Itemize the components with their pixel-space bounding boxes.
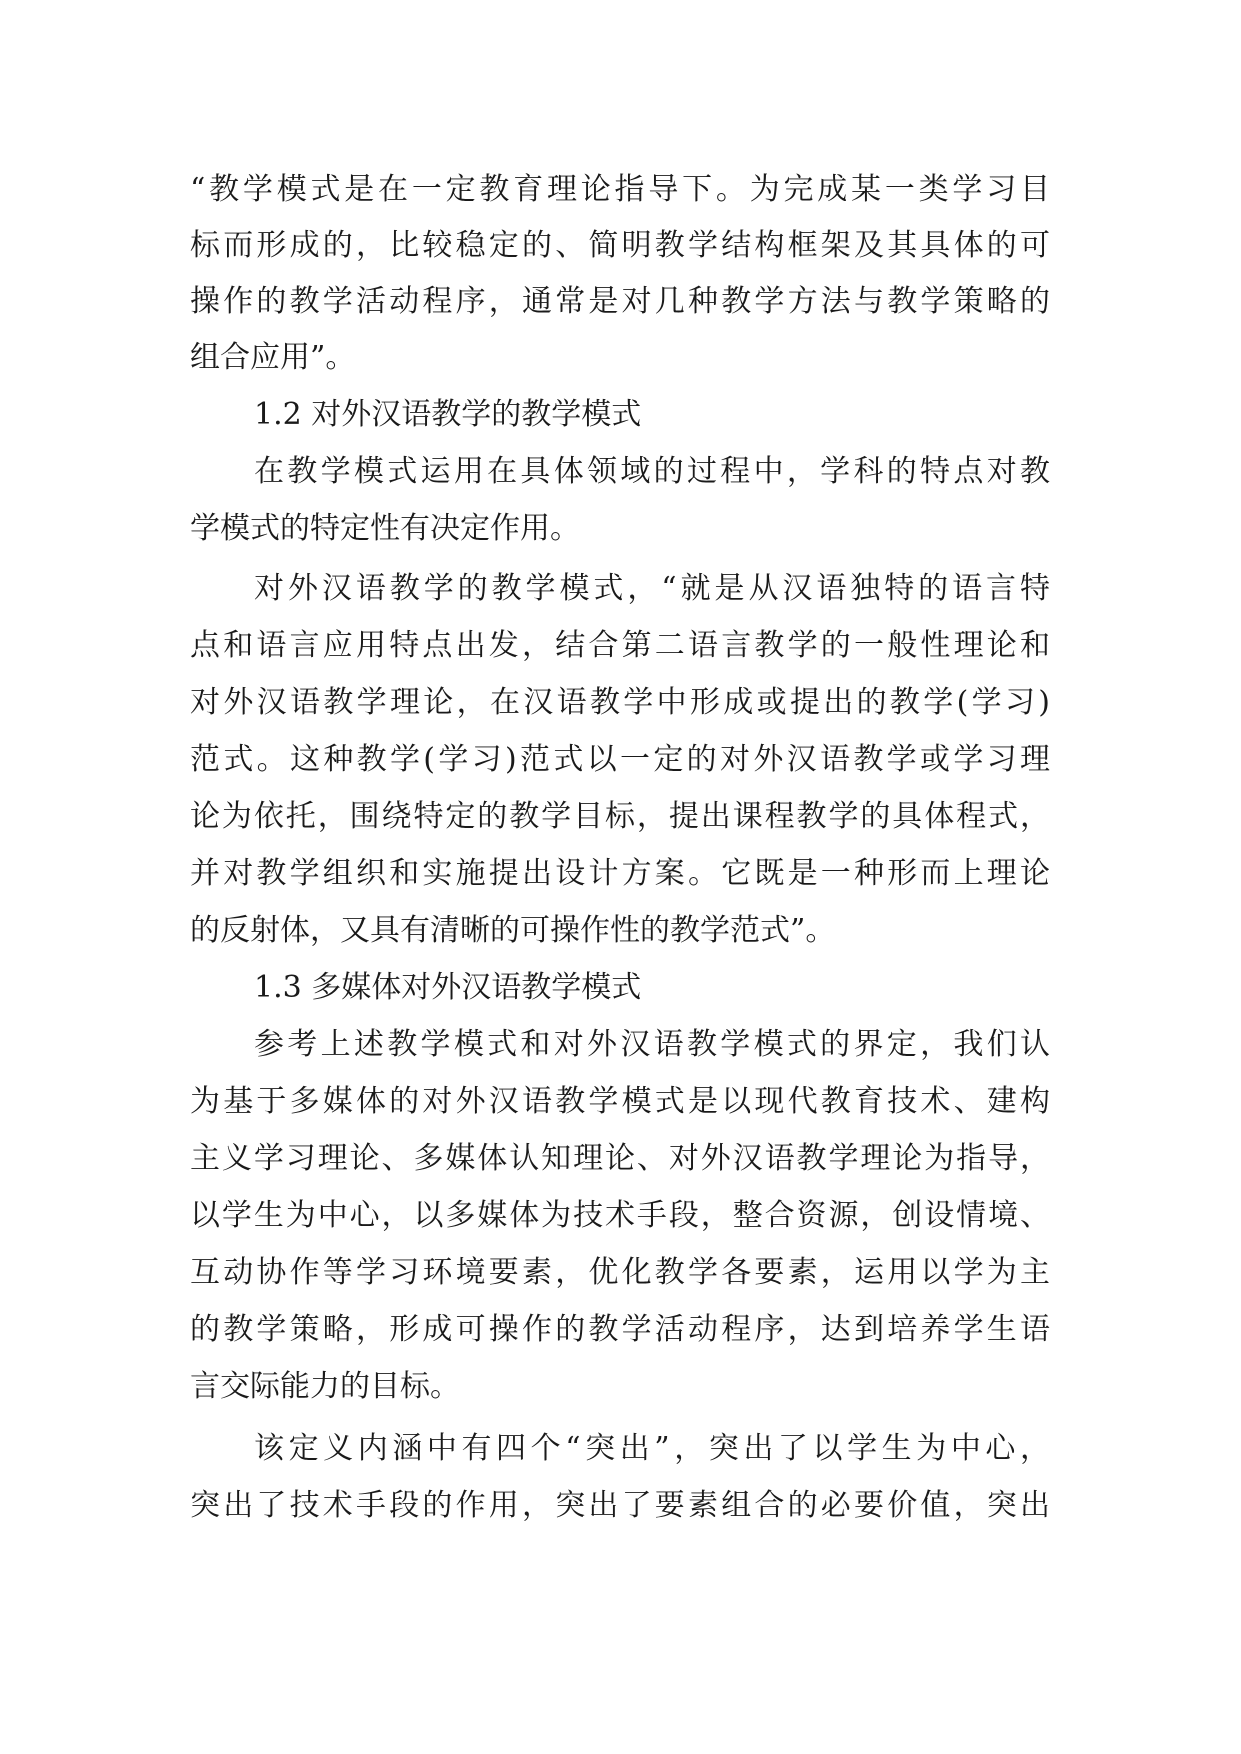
section-heading-1-2: 1.2 对外汉语教学的教学模式 [254,397,642,432]
text-line-24: 突出了技术手段的作用，突出了要素组合的必要价值，突出 [190,1488,1050,1523]
text-line-8: 对外汉语教学的教学模式，“就是从汉语独特的语言特 [254,571,1050,606]
text-line-2: 标而形成的，比较稳定的、简明教学结构框架及其具体的可 [190,228,1050,263]
text-line-14: 的反射体，又具有清晰的可操作性的教学范式”。 [190,913,836,948]
text-line-21: 的教学策略，形成可操作的教学活动程序，达到培养学生语 [190,1312,1050,1347]
text-line-7: 学模式的特定性有决定作用。 [190,511,580,546]
text-line-10: 对外汉语教学理论，在汉语教学中形成或提出的教学(学习) [190,685,1050,720]
text-line-22: 言交际能力的目标。 [190,1369,460,1404]
text-line-17: 为基于多媒体的对外汉语教学模式是以现代教育技术、建构 [190,1084,1050,1119]
text-line-9: 点和语言应用特点出发，结合第二语言教学的一般性理论和 [190,628,1050,663]
text-line-20: 互动协作等学习环境要素，优化教学各要素，运用以学为主 [190,1255,1050,1290]
text-line-3: 操作的教学活动程序，通常是对几种教学方法与教学策略的 [190,284,1050,319]
text-line-18: 主义学习理论、多媒体认知理论、对外汉语教学理论为指导， [190,1141,1050,1176]
text-line-19: 以学生为中心，以多媒体为技术手段，整合资源，创设情境、 [190,1198,1050,1233]
text-line-1: “教学模式是在一定教育理论指导下。为完成某一类学习目 [190,172,1050,207]
text-line-12: 论为依托，围绕特定的教学目标，提出课程教学的具体程式， [190,799,1050,834]
text-line-16: 参考上述教学模式和对外汉语教学模式的界定，我们认 [254,1027,1050,1062]
text-line-23: 该定义内涵中有四个“突出”，突出了以学生为中心， [254,1431,1050,1466]
text-line-11: 范式。这种教学(学习)范式以一定的对外汉语教学或学习理 [190,742,1050,777]
text-line-4: 组合应用”。 [190,340,356,375]
text-line-6: 在教学模式运用在具体领域的过程中，学科的特点对教 [254,454,1050,489]
text-line-13: 并对教学组织和实施提出设计方案。它既是一种形而上理论 [190,856,1050,891]
section-heading-1-3: 1.3 多媒体对外汉语教学模式 [254,970,642,1005]
